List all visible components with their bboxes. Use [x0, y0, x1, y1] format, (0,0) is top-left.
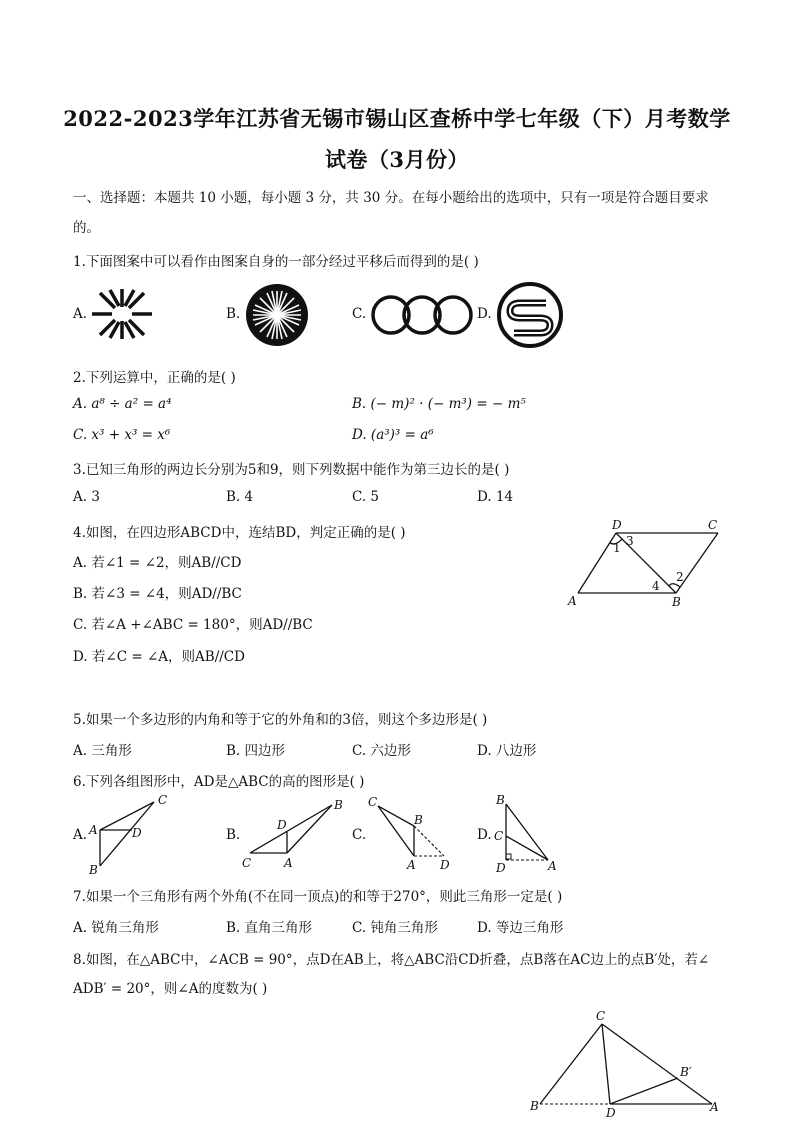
q4-label-3: 3 [626, 534, 634, 548]
q1-option-b-figure [245, 283, 309, 347]
q6d-label-A: A [548, 859, 557, 873]
q4-label-A: A [568, 594, 577, 608]
q5-option-c: C. 六边形 [352, 743, 411, 759]
q4-option-d: D. 若∠C = ∠A，则AB//CD [73, 649, 245, 665]
q6a-label-C: C [158, 793, 168, 807]
q4-parallelogram-figure [566, 515, 726, 610]
q6-option-c-label: C. [352, 827, 367, 843]
q6c-label-A: A [407, 858, 416, 872]
q4-option-a: A. 若∠1 = ∠2，则AB//CD [73, 555, 242, 571]
q5-option-d: D. 八边形 [477, 743, 537, 759]
q2-option-c: C. x³ + x³ = x⁶ [73, 427, 171, 443]
q4-label-1: 1 [613, 541, 621, 555]
q4-label-2: 2 [676, 570, 684, 584]
q8-label-Bprime: B′ [680, 1065, 692, 1079]
q7-option-c: C. 钝角三角形 [352, 920, 438, 936]
q3-stem: 3.已知三角形的两边长分别为5和9，则下列数据中能作为第三边长的是( ) [73, 462, 510, 478]
q4-option-b: B. 若∠3 = ∠4，则AD//BC [73, 586, 242, 602]
q6a-label-B: B [89, 863, 98, 877]
q6d-label-C: C [494, 829, 504, 843]
q4-label-D: D [612, 518, 622, 532]
q6-option-b-label: B. [226, 827, 241, 843]
q4-label-4: 4 [652, 579, 660, 593]
q5-option-a: A. 三角形 [73, 743, 132, 759]
q6-option-a-label: A. [73, 827, 88, 843]
q1-option-b-label: B. [226, 306, 241, 322]
q6-option-b-figure [240, 795, 350, 875]
q6-option-c-figure [364, 792, 464, 872]
q8-label-B: B [530, 1099, 539, 1113]
q6-stem: 6.下列各组图形中，AD是△ABC的高的图形是( ) [73, 774, 365, 790]
q2-option-d: D. (a³)³ = a⁶ [352, 427, 434, 443]
q8-label-A: A [710, 1100, 719, 1114]
q1-option-d-figure [496, 281, 564, 349]
q1-option-a-label: A. [73, 306, 88, 322]
q8-stem-line1: 8.如图，在△ABC中，∠ACB = 90°，点D在AB上，将△ABC沿CD折叠，点B落在AC边上的点B′处，若∠ [73, 952, 710, 968]
q6-option-a-figure [86, 790, 176, 878]
page-title-line1: 2022-2023学年江苏省无锡市锡山区查桥中学七年级（下）月考数学 [63, 106, 731, 131]
q3-option-b: B. 4 [226, 489, 254, 505]
q6-option-d-label: D. [477, 827, 492, 843]
q6d-label-B: B [496, 793, 505, 807]
page-title-line2: 试卷（3月份） [324, 147, 470, 172]
q2-stem: 2.下列运算中，正确的是( ) [73, 370, 236, 386]
q6a-label-D: D [132, 826, 142, 840]
q6b-label-A: A [284, 856, 293, 870]
q4-label-C: C [708, 518, 718, 532]
q1-option-c-label: C. [352, 306, 367, 322]
q6d-label-D: D [496, 861, 506, 875]
q6-option-d-figure [490, 790, 570, 878]
q1-stem: 1.下面图案中可以看作由图案自身的一部分经过平移后而得到的是( ) [73, 254, 479, 270]
q8-stem-line2: ADB′ = 20°，则∠A的度数为( ) [73, 981, 268, 997]
q7-option-a: A. 锐角三角形 [73, 920, 159, 936]
q7-option-b: B. 直角三角形 [226, 920, 313, 936]
q6b-label-B: B [334, 798, 343, 812]
q6b-label-D: D [277, 818, 287, 832]
q4-option-c: C. 若∠A +∠ABC = 180°，则AD//BC [73, 617, 313, 633]
q2-option-b: B. (− m)² · (− m³) = − m⁵ [352, 396, 526, 412]
section-heading-line1: 一、选择题：本题共 10 小题，每小题 3 分，共 30 分。在每小题给出的选项中，只有一项是符合题目要求 [73, 190, 709, 206]
q2-option-a: A. a⁸ ÷ a² = a⁴ [73, 396, 172, 412]
q6a-label-A: A [89, 823, 98, 837]
q8-label-D: D [606, 1106, 616, 1120]
q3-option-c: C. 5 [352, 489, 380, 505]
q6c-label-B: B [414, 813, 423, 827]
q4-stem: 4.如图，在四边形ABCD中，连结BD，判定正确的是( ) [73, 525, 406, 541]
q4-label-B: B [672, 595, 681, 609]
q7-stem: 7.如果一个三角形有两个外角(不在同一顶点)的和等于270°，则此三角形一定是( ) [73, 889, 563, 905]
q1-option-a-figure [90, 287, 154, 341]
q3-option-a: A. 3 [73, 489, 100, 505]
q1-option-d-label: D. [477, 306, 492, 322]
q8-label-C: C [596, 1009, 606, 1023]
q6c-label-C: C [368, 795, 378, 809]
q8-triangle-figure [528, 1006, 728, 1118]
q6c-label-D: D [440, 858, 450, 872]
q5-option-b: B. 四边形 [226, 743, 286, 759]
q6b-label-C: C [242, 856, 252, 870]
q5-stem: 5.如果一个多边形的内角和等于它的外角和的3倍，则这个多边形是( ) [73, 712, 488, 728]
section-heading-line2: 的。 [73, 220, 100, 236]
q3-option-d: D. 14 [477, 489, 514, 505]
q7-option-d: D. 等边三角形 [477, 920, 564, 936]
q1-option-c-figure [370, 294, 474, 336]
